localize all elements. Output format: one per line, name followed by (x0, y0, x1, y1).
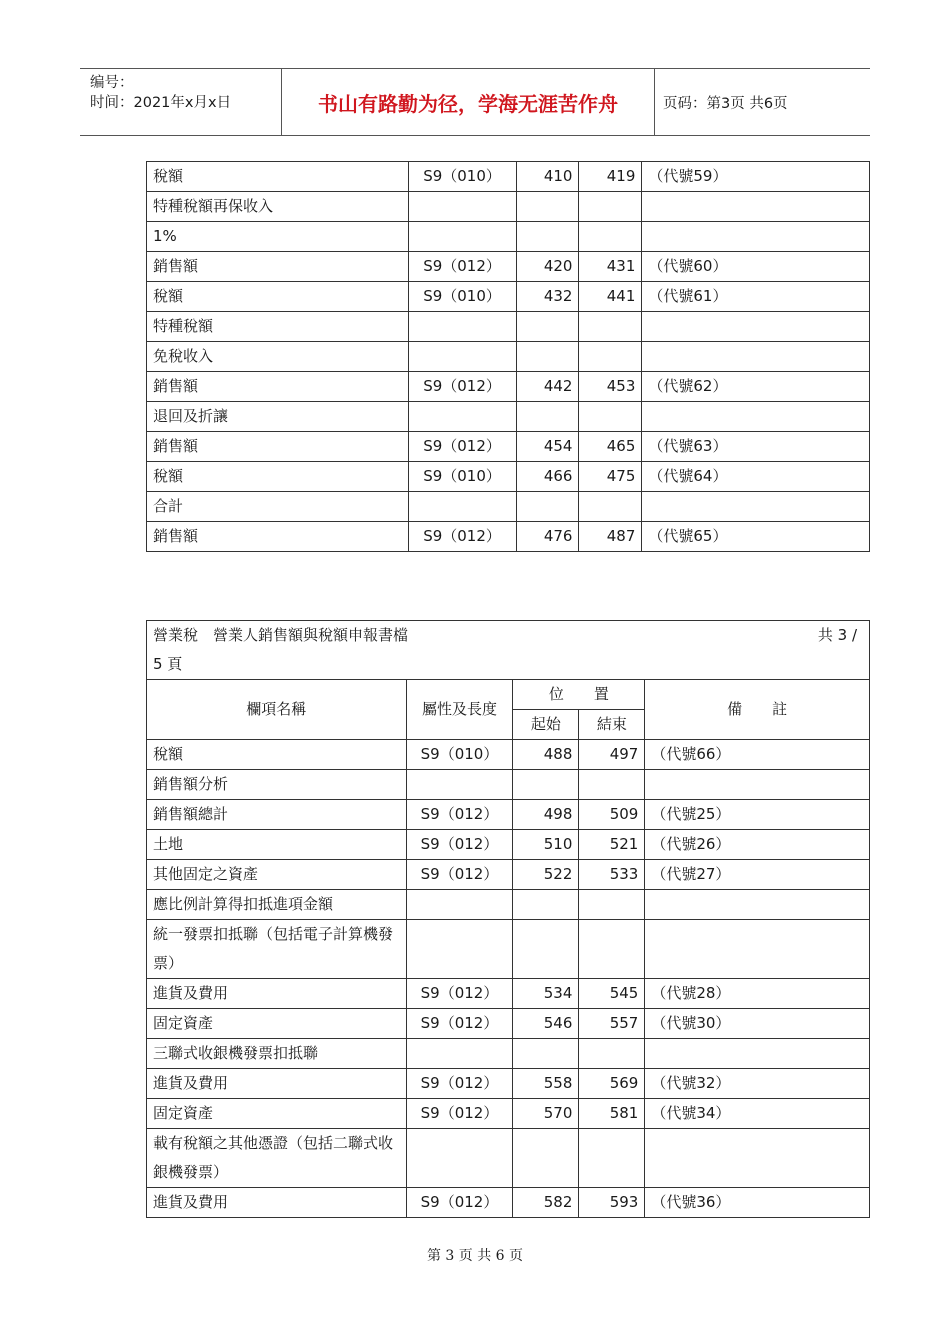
table-row (147, 372, 870, 402)
cell-note: （代號62） (642, 372, 870, 402)
cell-start (516, 192, 579, 222)
table-row (147, 492, 870, 522)
cell-end (579, 222, 642, 252)
cell-start: 534 (513, 979, 579, 1009)
cell-start: 442 (516, 372, 579, 402)
cell-note: （代號28） (645, 979, 870, 1009)
table-tax-part1 (146, 161, 870, 552)
cell-item-name: 稅額 (147, 740, 407, 770)
cell-end (579, 312, 642, 342)
header-page-info: 页码：第3页 共6页 (663, 95, 788, 112)
cell-item-name: 應比例計算得扣抵進項金額 (147, 890, 407, 920)
cell-note (642, 192, 870, 222)
cell-attr-length (406, 1039, 513, 1069)
cell-start: 454 (516, 432, 579, 462)
cell-attr-length: S9（012） (406, 830, 513, 860)
table-row (147, 462, 870, 492)
cell-attr-length (406, 1129, 513, 1188)
cell-attr-length: S9（012） (408, 432, 516, 462)
cell-item-name: 銷售額 (147, 522, 409, 552)
cell-note: （代號61） (642, 282, 870, 312)
table-row (147, 979, 870, 1009)
cell-end: 431 (579, 252, 642, 282)
cell-start: 498 (513, 800, 579, 830)
table-row (147, 1129, 870, 1188)
col-header-name: 欄項名稱 (147, 680, 407, 740)
cell-item-name: 三聯式收銀機發票扣抵聯 (147, 1039, 407, 1069)
cell-note: （代號36） (645, 1188, 870, 1218)
cell-attr-length: S9（012） (408, 252, 516, 282)
cell-attr-length (408, 402, 516, 432)
cell-start: 432 (516, 282, 579, 312)
table-row (147, 920, 870, 979)
cell-note: （代號34） (645, 1099, 870, 1129)
cell-end (579, 342, 642, 372)
cell-attr-length: S9（012） (406, 860, 513, 890)
cell-note: （代號60） (642, 252, 870, 282)
number-label: 编号： (90, 75, 134, 91)
cell-end: 593 (579, 1188, 645, 1218)
cell-attr-length: S9（012） (406, 979, 513, 1009)
cell-note: （代號64） (642, 462, 870, 492)
table-row (147, 1069, 870, 1099)
cell-note: （代號63） (642, 432, 870, 462)
cell-end (579, 890, 645, 920)
page-header (80, 68, 870, 136)
table-row (147, 890, 870, 920)
col-header-start: 起始 (513, 710, 579, 740)
cell-start (513, 890, 579, 920)
table-row (147, 770, 870, 800)
cell-start (513, 1129, 579, 1188)
table-title-cell (147, 621, 870, 680)
cell-item-name: 特種稅額再保收入 (147, 192, 409, 222)
table-row (147, 432, 870, 462)
cell-attr-length: S9（010） (406, 740, 513, 770)
cell-end (579, 402, 642, 432)
cell-item-name: 統一發票扣抵聯（包括電子計算機發票） (147, 920, 407, 979)
table-row (147, 222, 870, 252)
cell-item-name: 銷售額 (147, 252, 409, 282)
table-row (147, 522, 870, 552)
page-label-a: 共 3 / (817, 626, 857, 644)
cell-end (579, 1039, 645, 1069)
cell-start: 510 (513, 830, 579, 860)
table-row (147, 402, 870, 432)
cell-note (642, 312, 870, 342)
cell-end: 533 (579, 860, 645, 890)
cell-item-name: 合計 (147, 492, 409, 522)
cell-item-name: 特種稅額 (147, 312, 409, 342)
cell-item-name: 土地 (147, 830, 407, 860)
cell-attr-length (408, 342, 516, 372)
cell-end: 545 (579, 979, 645, 1009)
table-row (147, 800, 870, 830)
cell-item-name: 進貨及費用 (147, 1069, 407, 1099)
cell-item-name: 其他固定之資產 (147, 860, 407, 890)
cell-start (516, 402, 579, 432)
cell-item-name: 銷售額分析 (147, 770, 407, 800)
cell-note: （代號30） (645, 1009, 870, 1039)
table-row (147, 1099, 870, 1129)
table-title-row (147, 621, 870, 680)
cell-end: 487 (579, 522, 642, 552)
cell-end (579, 192, 642, 222)
cell-note (645, 890, 870, 920)
cell-start: 558 (513, 1069, 579, 1099)
cell-attr-length: S9（012） (406, 1009, 513, 1039)
cell-end (579, 1129, 645, 1188)
cell-note (645, 1129, 870, 1188)
cell-note: （代號32） (645, 1069, 870, 1099)
cell-end (579, 920, 645, 979)
cell-start: 476 (516, 522, 579, 552)
cell-note (642, 402, 870, 432)
cell-attr-length (406, 890, 513, 920)
cell-start: 522 (513, 860, 579, 890)
cell-end: 557 (579, 1009, 645, 1039)
cell-item-name: 免稅收入 (147, 342, 409, 372)
cell-attr-length (406, 920, 513, 979)
cell-note: （代號66） (645, 740, 870, 770)
cell-attr-length: S9（012） (406, 1099, 513, 1129)
cell-item-name: 退回及折讓 (147, 402, 409, 432)
cell-attr-length: S9（012） (408, 372, 516, 402)
cell-end: 521 (579, 830, 645, 860)
col-header-attr: 屬性及長度 (406, 680, 513, 740)
table-row (147, 192, 870, 222)
time-label: 时间：2021年x月x日 (90, 95, 232, 111)
cell-note: （代號27） (645, 860, 870, 890)
cell-attr-length: S9（012） (408, 522, 516, 552)
table-row (147, 1039, 870, 1069)
cell-start (516, 492, 579, 522)
col-header-position: 位 置 (513, 680, 645, 710)
cell-item-name: 銷售額 (147, 372, 409, 402)
cell-start: 546 (513, 1009, 579, 1039)
cell-attr-length: S9（010） (408, 282, 516, 312)
cell-end: 419 (579, 162, 642, 192)
table-title: 營業稅 營業人銷售額與稅額申報書檔 (153, 626, 409, 644)
cell-start (513, 770, 579, 800)
cell-attr-length: S9（010） (408, 162, 516, 192)
cell-attr-length (408, 492, 516, 522)
cell-end: 497 (579, 740, 645, 770)
cell-item-name: 進貨及費用 (147, 979, 407, 1009)
cell-end: 509 (579, 800, 645, 830)
table-row (147, 342, 870, 372)
table-row (147, 252, 870, 282)
cell-end: 453 (579, 372, 642, 402)
cell-attr-length (408, 192, 516, 222)
cell-attr-length: S9（012） (406, 1069, 513, 1099)
cell-item-name: 1% (147, 222, 409, 252)
cell-note (645, 770, 870, 800)
cell-attr-length: S9（010） (408, 462, 516, 492)
cell-item-name: 稅額 (147, 282, 409, 312)
col-header-end: 結束 (579, 710, 645, 740)
cell-note (642, 492, 870, 522)
cell-start: 420 (516, 252, 579, 282)
cell-start: 582 (513, 1188, 579, 1218)
cell-item-name: 稅額 (147, 462, 409, 492)
table-tax-part2 (146, 620, 870, 1218)
cell-end (579, 770, 645, 800)
cell-item-name: 固定資產 (147, 1009, 407, 1039)
cell-attr-length (408, 312, 516, 342)
cell-attr-length: S9（012） (406, 1188, 513, 1218)
cell-item-name: 固定資產 (147, 1099, 407, 1129)
column-header-row (147, 680, 870, 710)
cell-note: （代號65） (642, 522, 870, 552)
table-row (147, 860, 870, 890)
cell-note (642, 222, 870, 252)
cell-end: 569 (579, 1069, 645, 1099)
cell-note (645, 920, 870, 979)
cell-note: （代號59） (642, 162, 870, 192)
cell-start (513, 920, 579, 979)
cell-attr-length (406, 770, 513, 800)
cell-note: （代號26） (645, 830, 870, 860)
cell-item-name: 稅額 (147, 162, 409, 192)
cell-start: 488 (513, 740, 579, 770)
cell-start (516, 312, 579, 342)
header-motto: 书山有路勤为径，学海无涯苦作舟 (282, 69, 655, 135)
cell-note (642, 342, 870, 372)
cell-attr-length (408, 222, 516, 252)
cell-start: 466 (516, 462, 579, 492)
header-meta (80, 69, 282, 135)
col-header-note: 備 註 (645, 680, 870, 740)
cell-item-name: 進貨及費用 (147, 1188, 407, 1218)
cell-note (645, 1039, 870, 1069)
page-label-b: 5 頁 (153, 655, 183, 673)
cell-start (513, 1039, 579, 1069)
table-row (147, 830, 870, 860)
cell-end (579, 492, 642, 522)
table-row (147, 1188, 870, 1218)
cell-end: 475 (579, 462, 642, 492)
cell-end: 465 (579, 432, 642, 462)
table-row (147, 312, 870, 342)
cell-start: 410 (516, 162, 579, 192)
cell-start: 570 (513, 1099, 579, 1129)
cell-item-name: 銷售額 (147, 432, 409, 462)
cell-start (516, 222, 579, 252)
page-footer: 第 3 页 共 6 页 (426, 1248, 524, 1264)
cell-end: 581 (579, 1099, 645, 1129)
table-row (147, 162, 870, 192)
cell-item-name: 載有稅額之其他憑證（包括二聯式收銀機發票） (147, 1129, 407, 1188)
table-row (147, 1009, 870, 1039)
cell-attr-length: S9（012） (406, 800, 513, 830)
cell-start (516, 342, 579, 372)
table-row (147, 740, 870, 770)
table-row (147, 282, 870, 312)
cell-item-name: 銷售額總計 (147, 800, 407, 830)
cell-end: 441 (579, 282, 642, 312)
cell-note: （代號25） (645, 800, 870, 830)
